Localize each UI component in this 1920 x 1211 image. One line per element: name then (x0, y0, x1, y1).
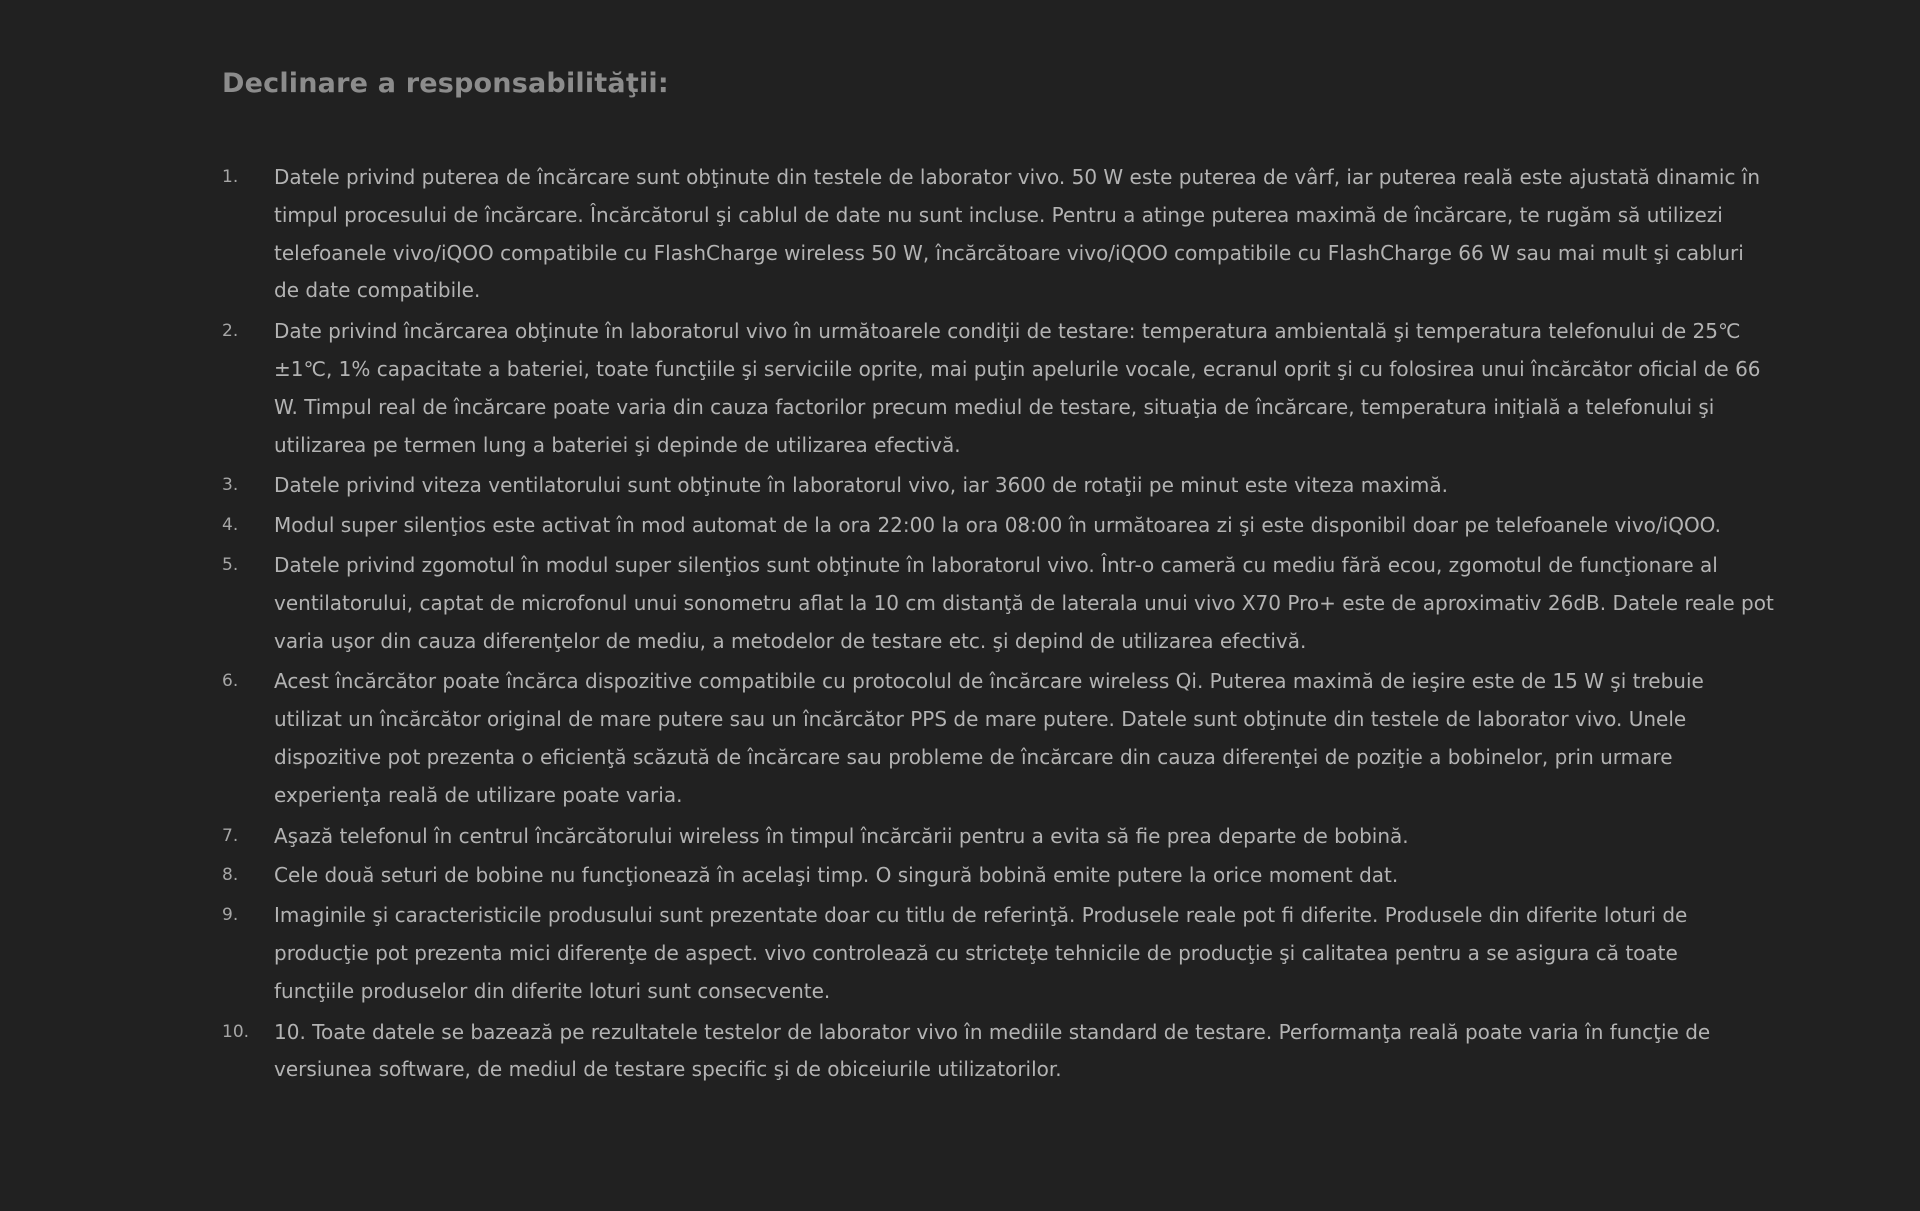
list-item (222, 857, 1882, 895)
list-item-text: Aşază telefonul în centrul încărcătorului wireless în timpul încărcării pentru a evita să fie prea departe de bobină. (274, 823, 1409, 848)
list-item-number: 6. (222, 671, 239, 692)
list-item-number: 9. (222, 905, 239, 926)
list-item-number: 10. (222, 1021, 250, 1042)
list-item (222, 897, 1882, 1010)
list-item-number: 2. (222, 321, 239, 342)
disclaimer-title: Declinare a responsabilităţii: (222, 68, 669, 99)
list-item (222, 663, 1882, 814)
list-item (222, 507, 1882, 545)
list-item-number: 7. (222, 825, 239, 846)
list-item-text: Cele două seturi de bobine nu funcţionează în acelaşi timp. O singură bobină emite putere la orice moment dat. (274, 863, 1399, 888)
list-item-text: Date privind încărcarea obţinute în laboratorul vivo în următoarele condiţii de testare: temperatura ambientală şi temperatura telefonului de 25℃±1℃, 1% capacitate a bateriei, toate funcţiile şi serviciile oprite, mai puţin apelurile vocale, ecranul oprit şi cu folosirea unui încărcător oficial de 66 W. Timpul real de încărcare poate varia din cauza factorilor precum mediul de testare, situaţia de încărcare, temperatura iniţială a telefonului şi utilizarea pe termen lung a bateriei şi depinde de utilizarea efectivă. (274, 319, 1761, 457)
list-item-text: Datele privind puterea de încărcare sunt obţinute din testele de laborator vivo. 50 W este puterea de vârf, iar puterea reală este ajustată dinamic în timpul procesului de încărcare. Încărcătorul şi cablul de date nu sunt incluse. Pentru a atinge puterea maximă de încărcare, te rugăm să utilizezi telefoanele vivo/iQOO compatibile cu FlashCharge wireless 50 W, încărcătoare vivo/iQOO compatibile cu FlashCharge 66 W sau mai mult şi cabluri de date compatibile. (274, 165, 1761, 303)
list-item-number: 3. (222, 475, 239, 496)
list-item (222, 547, 1882, 660)
list-item-number: 8. (222, 865, 239, 886)
list-item-text: Datele privind viteza ventilatorului sunt obţinute în laboratorul vivo, iar 3600 de rotaţii pe minut este viteza maximă. (274, 473, 1448, 498)
list-item-number: 1. (222, 167, 239, 187)
list-item (222, 313, 1882, 464)
list-item-text: Modul super silenţios este activat în mod automat de la ora 22:00 la ora 08:00 în următoarea zi şi este disponibil doar pe telefoanele vivo/iQOO. (274, 513, 1721, 538)
list-item (222, 818, 1882, 856)
disclaimer-list (222, 159, 1882, 1089)
list-item-text: 10. Toate datele se bazează pe rezultatele testelor de laborator vivo în mediile standard de testare. Performanţa reală poate varia în funcţie de versiunea software, de mediul de testare specific şi de obiceiurile utilizatorilor. (274, 1019, 1711, 1082)
list-item-number: 4. (222, 515, 239, 536)
list-item (222, 467, 1882, 505)
list-item-text: Acest încărcător poate încărca dispozitive compatibile cu protocolul de încărcare wireless Qi. Puterea maximă de ieşire este de 15 W şi trebuie utilizat un încărcător original de mare putere sau un încărcător PPS de mare putere. Datele sunt obţinute din testele de laborator vivo. Unele dispozitive pot prezenta o eficienţă scăzută de încărcare sau probleme de încărcare din cauza diferenţei de poziţie a bobinelor, prin urmare experienţa reală de utilizare poate varia. (274, 669, 1704, 807)
list-item (222, 1014, 1882, 1090)
list-item-number: 5. (222, 554, 239, 575)
list-item-text: Imaginile şi caracteristicile produsului sunt prezentate doar cu titlu de referinţă. Produsele reale pot fi diferite. Produsele din diferite loturi de producţie pot prezenta mici diferenţe de aspect. vivo controlează cu stricteţe tehnicile de producţie şi calitatea pentru a se asigura că toate funcţiile produselor din diferite loturi sunt consecvente. (274, 903, 1688, 1003)
list-item (222, 159, 1882, 310)
list-item-text: Datele privind zgomotul în modul super silenţios sunt obţinute în laboratorul vivo. Într-o cameră cu mediu fără ecou, zgomotul de funcţionare al ventilatorului, captat de microfonul unui sonometru aflat la 10 cm distanţă de laterala unui vivo X70 Pro+ este de aproximativ 26dB. Datele reale pot varia uşor din cauza diferenţelor de mediu, a metodelor de testare etc. şi depind de utilizarea efectivă. (274, 552, 1774, 653)
